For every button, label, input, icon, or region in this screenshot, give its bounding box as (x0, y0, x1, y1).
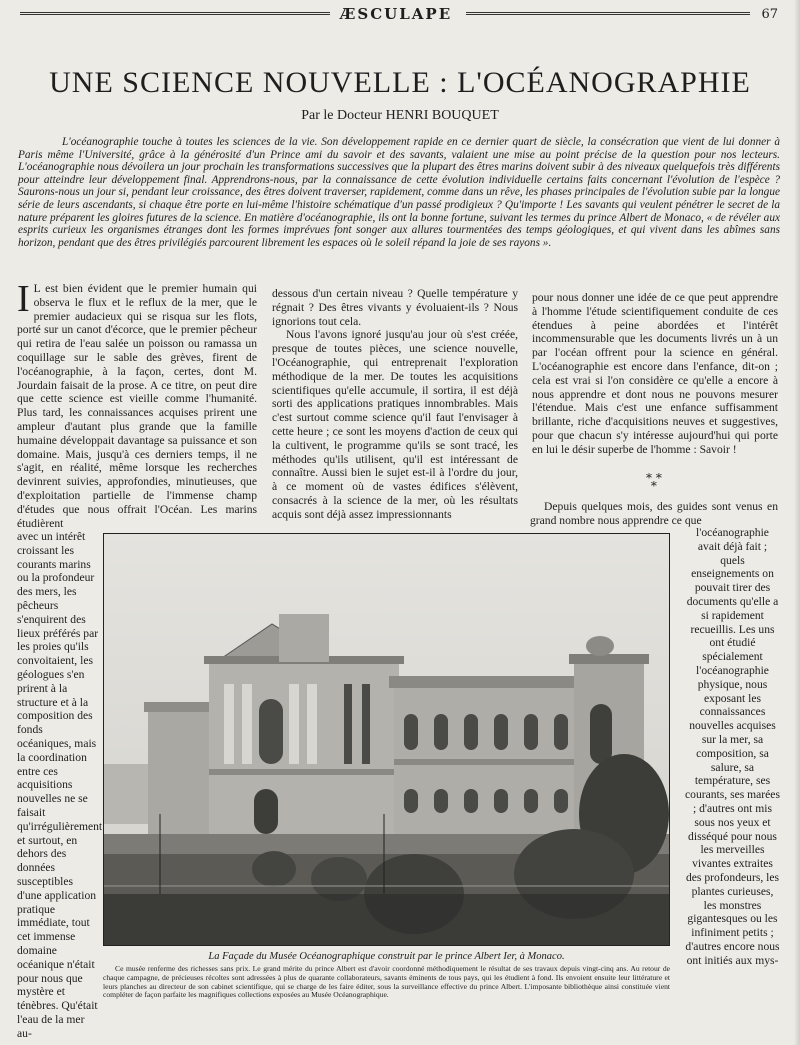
drop-cap: I (17, 278, 30, 320)
page-number: 67 (761, 7, 778, 22)
article-intro: L'océanographie touche à toutes les sciences de la vie. Son développement rapide en ce dernier quart de siècle, la consécration que vient de lui donner à Paris même l'Université, grâce à la générosité d'un Prince ami du savoir et des savants, valaient une mise au point précise de la question pour nos lecteurs. L'océanographie nous dévoilera un jour prochain les transformations successives que la plupart des êtres marins doivent subir à des niveaux quelquefois très différents pour atteindre leur développement final. Apprendrons-nous, par la connaissance de cette évolution individuelle certains faits concernant l'évolution de l'espèce ? Saurons-nous un jour si, pendant leur croissance, des êtres doivent traverser, rapidement, comme dans un rêve, les phases principales de l'évolution subie par la longue série de leurs ascendants, si chaque être porte en lui-même l'histoire schématique d'un passé prodigieux ? Qu'importe ! Les savants qui veulent pénétrer le secret de la nature préparent les gloires futures de la science. En matière d'océanographie, ils ont la bonne fortune, suivant les termes du prince Albert de Monaco, « de révéler aux esprits curieux les organismes étranges dont les formes imprévues font songer aux allures tourmentées des temps géologiques, et qui vivent dans les abîmes sans horizon, pendant que des êtres privilégiés parcourent librement les espaces où le soleil répand la joie de ses rayons ». (18, 136, 780, 249)
column-left (17, 278, 257, 530)
header-rule-left (20, 12, 330, 15)
column-right: pour nous donner une idée de ce que peut apprendre à l'homme l'étude scientifiquement conduite de ces étendues à peine abordées et l'intérêt incommensurable que les documents livrés un à un par l'océan offrent pour la science en général. L'océanographie est encore dans l'enfance, dit-on ; cela est vrai si l'on considère ce qu'elle a encore à nous apprendre et dont nous ne pouvons mesurer l'étendue. Mais c'est une enfance suffisamment brillante, riche d'acquisitions neuves et suggestives, pour que chacun s'y intéresse aujourd'hui qui porte en lui le désir superbe de l'homme : Savoir ! (532, 291, 778, 456)
column-middle (272, 287, 518, 522)
figure-caption: La Façade du Musée Océanographique construit par le prince Albert Ier, à Monaco. (208, 951, 565, 962)
column-left-narrow: avec un intérêt croissant les courants marins ou la profondeur des mers, les pêcheurs s'enquirent des lieux préférés par les proies qu'ils convoitaient, les géologues s'en prirent à la structure et à la composition des fonds océaniques, mais la coordination entre ces acquisitions nouvelles ne se faisait qu'irrégulièrement et surtout, en dehors des données susceptibles d'une application pratique immédiate, tout cet immense domaine océanique n'était pour nous que mystère et ténèbres. Qu'était l'eau de la mer au- (17, 530, 103, 1040)
column-left-text: L est bien évident que le premier humain qui observa le flux et le reflux de la mer, que le premier audacieux qui se risqua sur les flots, porté sur un canot d'écorce, que le premier pêcheur qui retira de l'eau salée un poisson ou ramassa un coquillage sur le sable des grèves, firent de l'océanographie, à la façon, certes, dont M. Jourdain faisait de la prose. A ce titre, on peut dire que cette science est vieille comme l'humanité. Plus tard, les connaissances acquises prirent une ampleur d'autant plus grande que la famille humaine développait davantage sa puissance et son domaine. Mais, jusqu'à ces derniers temps, il ne s'agit, en réalité, même lorsque les recherches devinrent suivies, approfondies, minutieuses, que d'exploitation partielle de l'immense champ d'études que nous offrait l'Océan. Les marins étudièrent (17, 282, 257, 530)
running-header (0, 5, 800, 25)
article-title: UNE SCIENCE NOUVELLE : L'OCÉANOGRAPHIE (49, 66, 751, 99)
column-middle-para-2: Nous l'avons ignoré jusqu'au jour où s'est créée, presque de toutes pièces, une science nouvelle, l'Océanographie, qui entreprenait l'exploration méthodique de la mer. De toutes les acquisitions scientifiques qu'elle accumule, il sortira, il est déjà sorti des applications pratiques innombrables. Mais c'est surtout comme science qu'il faut l'envisager à cette heure ; ce sont les moyens d'action de ceux qui la cultivent, le programme qu'ils se sont tracé, les méthodes qu'ils utilisent, qu'il est intéressant de connaître. Aussi bien le sujet est-il à l'ordre du jour, à ce moment où de vastes édifices s'élèvent, consacrés à la science de la mer, où les résultats acquis sont déjà assez impressionnants (272, 328, 518, 521)
column-right-narrow: l'océanographie avait déjà fait ; quels enseignements on pouvait tirer des documents qu'elle a si rapidement recueillis. Les uns ont étudié spécialement l'océanographie physique, nous exposant les connaissances nouvelles acquises sur la mer, sa composition, sa salure, sa température, ses courants, ses marées ; d'autres ont mis sous nos yeux et disséqué pour nous les merveilles vivantes extraites des profondeurs, les plantes curieuses, les monstres gigantesques ou les infiniment petits ; d'autres encore nous ont initiés aux mys- (685, 526, 780, 967)
header-rule-right (466, 12, 750, 15)
figure-note: Ce musée renferme des richesses sans prix. Le grand mérite du prince Albert est d'avoir coordonné méthodiquement le résultat de ses travaux depuis vingt-cinq ans. Au retour de chaque campagne, de précieuses récoltes sont adressées à plus de quarante collaborateurs, savants éminents de tous pays, qui les étudient à fond. Ils envoient ensuite leur littérature et leurs planches au directeur de son cabinet scientifique, qui se charge de les faire éditer, sous la surveillance effective du prince Albert. L'imposante bibliothèque ainsi constituée vient compléter de façon parfaite les magnifiques collections exposées au Musée Océanographique. (103, 964, 670, 1000)
column-middle-para-1: dessous d'un certain niveau ? Quelle température y régnait ? Des êtres vivants y évoluaient-ils ? Nous ignorions tout cela. (272, 287, 518, 328)
museum-building-image (104, 534, 670, 946)
museum-photograph (103, 533, 670, 946)
section-separator: * * * (646, 471, 662, 493)
page-edge (794, 0, 800, 1045)
journal-name: ÆSCULAPE (339, 5, 453, 23)
column-right-para-2: Depuis quelques mois, des guides sont venus en grand nombre nous apprendre ce que (530, 500, 778, 527)
article-byline: Par le Docteur HENRI BOUQUET (301, 108, 499, 123)
